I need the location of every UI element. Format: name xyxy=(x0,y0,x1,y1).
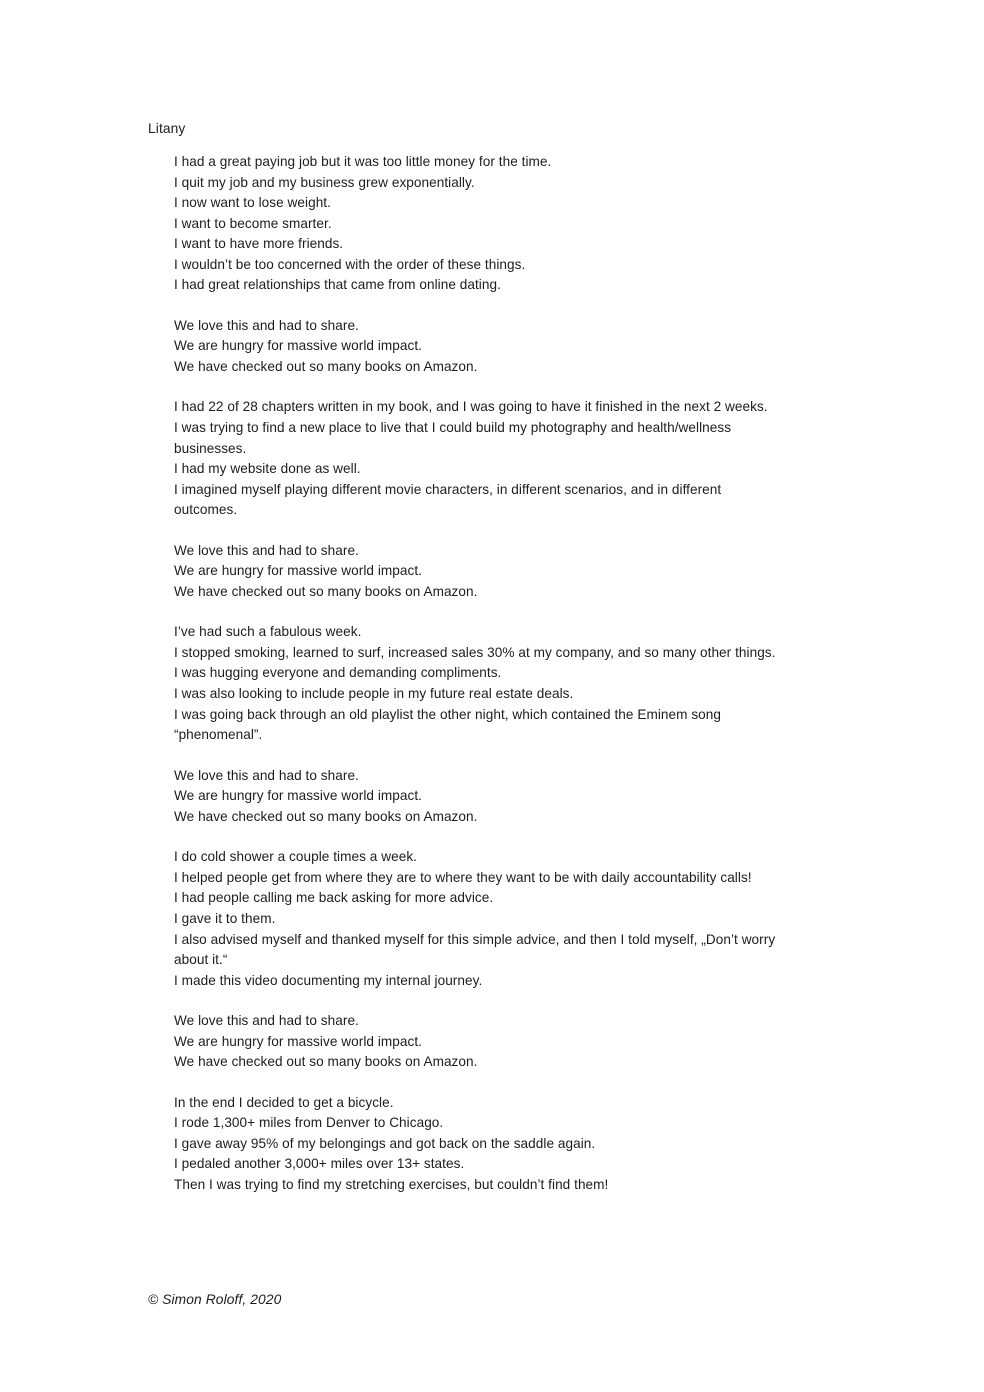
poem-line: I had people calling me back asking for more advice. xyxy=(174,890,494,906)
stanza-verse xyxy=(174,1093,894,1196)
poem-line: I want to have more friends. xyxy=(174,236,344,252)
poem-line: In the end I decided to get a bicycle. xyxy=(174,1094,394,1110)
poem-line: I want to become smarter. xyxy=(174,215,332,231)
poem-line: I had my website done as well. xyxy=(174,461,361,477)
stanza-refrain xyxy=(174,316,894,378)
poem-line: We have checked out so many books on Amazon. xyxy=(174,358,478,374)
poem-line: I wouldn’t be too concerned with the order of these things. xyxy=(174,256,526,272)
poem-line: I made this video documenting my internal journey. xyxy=(174,972,483,988)
poem-line: I imagined myself playing different movie characters, in different scenarios, and in different xyxy=(174,481,722,497)
poem-line: I stopped smoking, learned to surf, increased sales 30% at my company, and so many other things. xyxy=(174,644,776,660)
stanza-refrain xyxy=(174,541,894,603)
poem-line: We have checked out so many books on Amazon. xyxy=(174,1054,478,1070)
poem-line: I was trying to find a new place to live that I could build my photography and health/wellness xyxy=(174,420,732,436)
stanza-verse xyxy=(174,397,894,520)
poem-line: businesses. xyxy=(174,440,247,456)
poem-line: “phenomenal”. xyxy=(174,727,263,743)
poem-body xyxy=(174,152,894,1196)
stanza-verse xyxy=(174,847,894,991)
poem-line: We love this and had to share. xyxy=(174,317,359,333)
stanza-verse xyxy=(174,622,894,745)
poem-line: I gave it to them. xyxy=(174,910,276,926)
stanza-refrain xyxy=(174,1011,894,1073)
poem-line: outcomes. xyxy=(174,502,238,518)
stanza-refrain xyxy=(174,766,894,828)
poem-line: I was also looking to include people in my future real estate deals. xyxy=(174,686,574,702)
poem-line: I was hugging everyone and demanding compliments. xyxy=(174,665,502,681)
copyright-footer: © Simon Roloff, 2020 xyxy=(148,1292,282,1307)
poem-line: I pedaled another 3,000+ miles over 13+ states. xyxy=(174,1156,465,1172)
poem-line: We love this and had to share. xyxy=(174,767,359,783)
poem-line: We are hungry for massive world impact. xyxy=(174,563,422,579)
poem-line: I had 22 of 28 chapters written in my book, and I was going to have it finished in the next 2 weeks. xyxy=(174,399,768,415)
poem-line: We are hungry for massive world impact. xyxy=(174,1033,422,1049)
poem-line: I had great relationships that came from online dating. xyxy=(174,277,501,293)
poem-line: I do cold shower a couple times a week. xyxy=(174,849,417,865)
page-title: Litany xyxy=(148,121,186,136)
poem-line: I gave away 95% of my belongings and got back on the saddle again. xyxy=(174,1135,596,1151)
poem-line: We love this and had to share. xyxy=(174,542,359,558)
poem-line: We are hungry for massive world impact. xyxy=(174,338,422,354)
poem-line: Then I was trying to find my stretching exercises, but couldn’t find them! xyxy=(174,1176,609,1192)
poem-line: I quit my job and my business grew exponentially. xyxy=(174,174,475,190)
poem-line: We love this and had to share. xyxy=(174,1013,359,1029)
poem-line: We have checked out so many books on Amazon. xyxy=(174,808,478,824)
poem-line: I also advised myself and thanked myself for this simple advice, and then I told myself, „Don’t worry xyxy=(174,931,776,947)
poem-line: We are hungry for massive world impact. xyxy=(174,788,422,804)
stanza-verse xyxy=(174,152,894,296)
poem-line: I helped people get from where they are to where they want to be with daily accountability calls! xyxy=(174,869,752,885)
poem-line: I’ve had such a fabulous week. xyxy=(174,624,362,640)
poem-line: I rode 1,300+ miles from Denver to Chicago. xyxy=(174,1115,444,1131)
poem-line: We have checked out so many books on Amazon. xyxy=(174,583,478,599)
poem-line: I had a great paying job but it was too little money for the time. xyxy=(174,154,552,169)
poem-line: I was going back through an old playlist the other night, which contained the Eminem song xyxy=(174,706,722,722)
poem-line: about it.“ xyxy=(174,952,228,968)
poem-line: I now want to lose weight. xyxy=(174,195,331,211)
